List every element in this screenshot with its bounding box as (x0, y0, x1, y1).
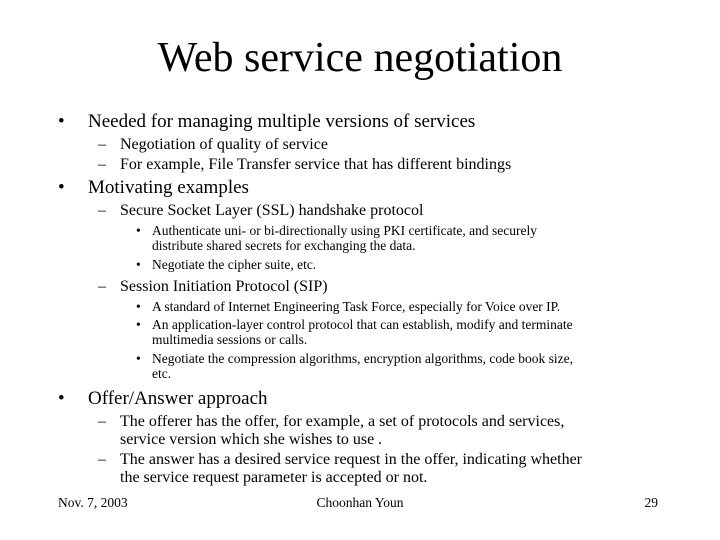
bullet-marker: • (58, 177, 65, 198)
sub-sub-bullet-text: Negotiate the cipher suite, etc. (152, 257, 317, 272)
dash-marker: – (98, 451, 106, 468)
sub-sub-bullet-text: Authenticate uni- or bi-directionally using PKI certificate, and securely (152, 223, 537, 238)
sub-sub-bullet-text: An application-layer control protocol that can establish, modify and terminate (152, 317, 573, 332)
bullet-marker: • (136, 299, 141, 314)
footer-page-number: 29 (644, 495, 658, 510)
bullet-marker: • (58, 388, 65, 409)
sub-sub-bullet-text-cont: etc. (152, 366, 172, 381)
sub-bullet-text: The answer has a desired service request in the offer, indicating whether (120, 451, 582, 468)
sub-sub-bullet-text: A standard of Internet Engineering Task Force, especially for Voice over IP. (152, 299, 561, 314)
sub-bullet-text: The offerer has the offer, for example, a set of protocols and services, (120, 413, 565, 430)
sub-sub-bullet-text-cont: multimedia sessions or calls. (152, 332, 308, 347)
bullet-text: Offer/Answer approach (88, 388, 268, 409)
dash-marker: – (98, 136, 106, 153)
sub-sub-bullet-text-cont: distribute shared secrets for exchanging the data. (152, 238, 416, 253)
bullet-marker: • (136, 351, 141, 366)
sub-bullet-text: For example, File Transfer service that has different bindings (120, 156, 512, 173)
bullet-text: Motivating examples (88, 177, 249, 198)
bullet-marker: • (58, 111, 65, 132)
footer-author: Choonhan Youn (316, 495, 404, 510)
sub-bullet-text: Negotiation of quality of service (120, 136, 328, 153)
sub-bullet-text: Session Initiation Protocol (SIP) (120, 278, 328, 295)
bullet-marker: • (136, 317, 141, 332)
sub-bullet-text-cont: the service request parameter is accepted or not. (120, 469, 428, 486)
dash-marker: – (98, 156, 106, 173)
bullet-text: Needed for managing multiple versions of services (88, 111, 476, 132)
bullet-marker: • (136, 223, 141, 238)
dash-marker: – (98, 413, 106, 430)
sub-bullet-text-cont: service version which she wishes to use . (120, 431, 383, 448)
sub-bullet-text: Secure Socket Layer (SSL) handshake protocol (120, 202, 424, 219)
dash-marker: – (98, 202, 106, 219)
slide-title: Web service negotiation (157, 35, 563, 81)
footer-date: Nov. 7, 2003 (58, 495, 128, 510)
dash-marker: – (98, 278, 106, 295)
sub-sub-bullet-text: Negotiate the compression algorithms, encryption algorithms, code book size, (152, 351, 574, 366)
bullet-marker: • (136, 257, 141, 272)
